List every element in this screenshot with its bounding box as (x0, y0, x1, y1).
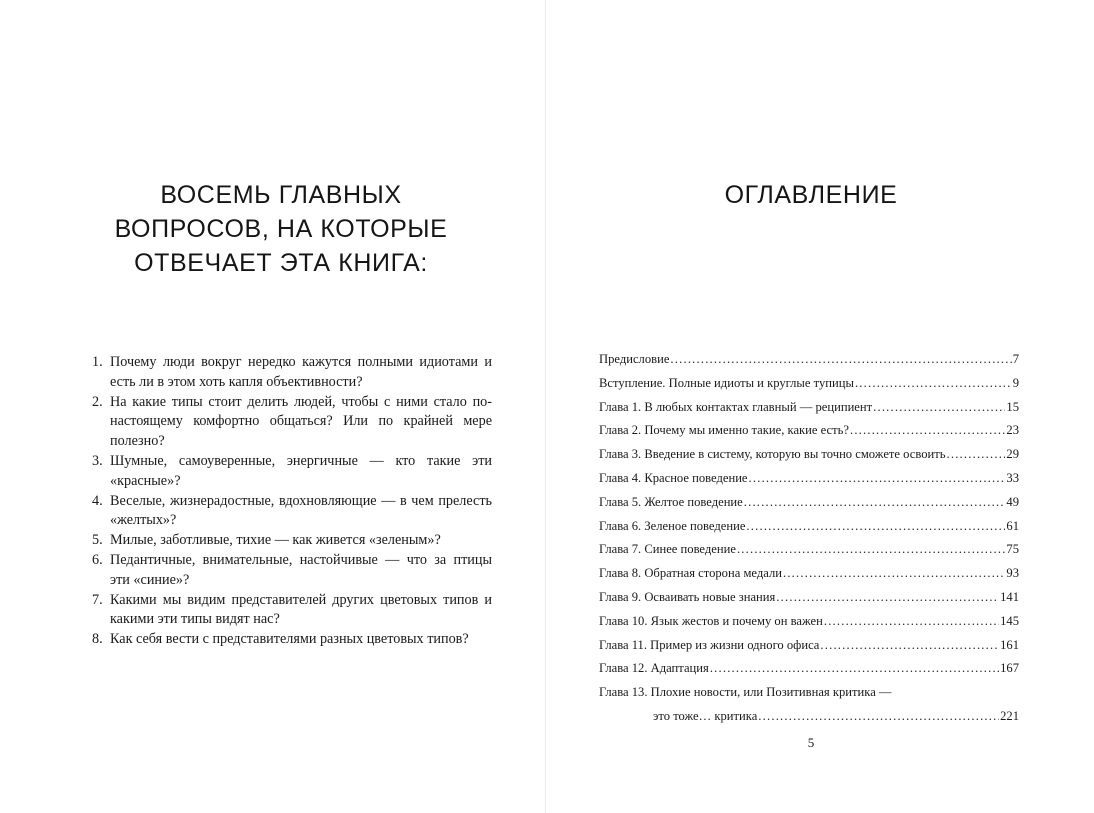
toc-entry-title: Глава 7. Синее поведение (599, 542, 736, 557)
toc-dot-leader (947, 443, 1006, 467)
toc-dot-leader (670, 348, 1011, 372)
toc-entry[interactable] (599, 634, 1019, 658)
toc-dot-leader (783, 562, 1005, 586)
toc-entry-title: Глава 6. Зеленое поведение (599, 518, 746, 533)
toc-entry[interactable] (599, 396, 1019, 420)
toc-entry-page: 145 (1000, 613, 1019, 628)
toc-entry[interactable] (599, 419, 1019, 443)
question-item (92, 353, 492, 393)
toc-entry[interactable] (599, 562, 1019, 586)
toc-entry-page: 61 (1006, 518, 1019, 533)
toc-entry-page: 15 (1006, 399, 1019, 414)
questions-list (92, 353, 492, 650)
toc-entry-title: Глава 11. Пример из жизни одного офиса (599, 637, 820, 652)
toc-entry-page: 75 (1006, 542, 1019, 557)
table-of-contents (599, 348, 1019, 729)
toc-dot-leader (744, 491, 1006, 515)
heading-line: ОТВЕЧАЕТ ЭТА КНИГА: (134, 249, 428, 277)
question-item (92, 531, 492, 551)
toc-entry[interactable] (599, 443, 1019, 467)
question-number: 2. (92, 393, 103, 410)
toc-entry-page: 161 (1000, 637, 1019, 652)
question-text: Милые, заботливые, тихие — как живется «зеленым»? (110, 532, 441, 549)
toc-dot-leader (855, 372, 1012, 396)
toc-dot-leader (758, 705, 999, 729)
question-number: 6. (92, 551, 103, 568)
toc-entry-title: Глава 1. В любых контактах главный — реципиент (599, 399, 873, 414)
toc-dot-leader (873, 396, 1005, 420)
toc-dot-leader (737, 538, 1005, 562)
right-page (546, 0, 1094, 813)
question-number: 3. (92, 452, 103, 469)
question-text: На какие типы стоит делить людей, чтобы с ними стало по-настоящему комфортно общаться? Или по крайней мере полезно? (110, 393, 492, 450)
toc-entry[interactable] (599, 467, 1019, 491)
left-page (0, 0, 545, 813)
question-number: 1. (92, 354, 103, 370)
toc-dot-leader (824, 610, 999, 634)
question-text: Педантичные, внимательные, настойчивые — что за птицы эти «синие»? (110, 551, 492, 588)
question-text: Почему люди вокруг нередко кажутся полными идиотами и есть ли в этом хоть капля объективности? (110, 354, 492, 390)
toc-entry-page: 49 (1006, 494, 1019, 509)
question-number: 7. (92, 591, 103, 608)
toc-dot-leader (776, 586, 999, 610)
heading-line: ВОПРОСОВ, НА КОТОРЫЕ (114, 215, 448, 243)
toc-entry-title: Глава 3. Введение в систему, которую вы точно сможете освоить (599, 447, 946, 462)
question-item (92, 492, 492, 532)
toc-entry-page: 9 (1012, 375, 1019, 390)
toc-entry-page: 141 (1000, 589, 1019, 604)
toc-entry-title-cont: это тоже… критика (653, 708, 758, 723)
toc-entry[interactable] (599, 681, 1019, 729)
toc-entry[interactable] (599, 657, 1019, 681)
question-item (92, 452, 492, 492)
toc-entry[interactable] (599, 515, 1019, 539)
toc-entry-title: Предисловие (599, 352, 670, 366)
toc-dot-leader (746, 515, 1005, 539)
toc-entry[interactable] (599, 538, 1019, 562)
toc-entry-title: Глава 10. Язык жестов и почему он важен (599, 613, 823, 628)
toc-entry-title: Глава 13. Плохие новости, или Позитивная критика — (599, 685, 892, 700)
toc-entry[interactable] (599, 586, 1019, 610)
toc-entry[interactable] (599, 491, 1019, 515)
question-item (92, 630, 492, 650)
question-text: Веселые, жизнерадостные, вдохновляющие — в чем прелесть «желтых»? (110, 492, 492, 529)
toc-entry-page: 167 (1000, 661, 1019, 676)
toc-entry-continuation (599, 705, 1019, 729)
toc-entry-page: 29 (1006, 447, 1019, 462)
toc-entry-title: Вступление. Полные идиоты и круглые тупицы (599, 375, 854, 390)
toc-entry-page: 33 (1006, 470, 1019, 485)
question-number: 4. (92, 492, 103, 509)
toc-dot-leader (850, 419, 1005, 443)
question-text: Как себя вести с представителями разных цветовых типов? (110, 631, 469, 648)
question-number: 5. (92, 532, 103, 549)
toc-entry[interactable] (599, 610, 1019, 634)
question-item (92, 393, 492, 452)
page-number: 5 (807, 735, 815, 750)
toc-entry-title: Глава 5. Желтое поведение (599, 494, 743, 509)
toc-entry-title: Глава 9. Осваивать новые знания (599, 589, 776, 604)
toc-entry-title: Глава 8. Обратная сторона медали (599, 566, 782, 581)
toc-entry-title: Глава 12. Адаптация (599, 661, 709, 676)
toc-dot-leader (710, 657, 999, 681)
toc-entry-page: 221 (1000, 708, 1019, 723)
question-text: Шумные, самоуверенные, энергичные — кто такие эти «красные»? (110, 452, 492, 489)
heading-line: ВОСЕМЬ ГЛАВНЫХ (160, 181, 402, 209)
toc-entry-page: 7 (1012, 352, 1019, 366)
question-text: Какими мы видим представителей других цветовых типов и какими эти типы видят нас? (110, 591, 492, 628)
toc-dot-leader (749, 467, 1006, 491)
questions-heading (0, 178, 562, 280)
question-item (92, 551, 492, 591)
toc-entry[interactable] (599, 372, 1019, 396)
toc-dot-leader (820, 634, 999, 658)
toc-entry-title: Глава 2. Почему мы именно такие, какие есть? (599, 423, 849, 438)
question-number: 8. (92, 631, 103, 648)
toc-entry[interactable] (599, 348, 1019, 372)
toc-entry-title: Глава 4. Красное поведение (599, 470, 748, 485)
question-item (92, 591, 492, 631)
toc-entry-page: 23 (1006, 423, 1019, 438)
toc-heading: ОГЛАВЛЕНИЕ (724, 181, 898, 209)
toc-entry-page: 93 (1006, 566, 1019, 581)
